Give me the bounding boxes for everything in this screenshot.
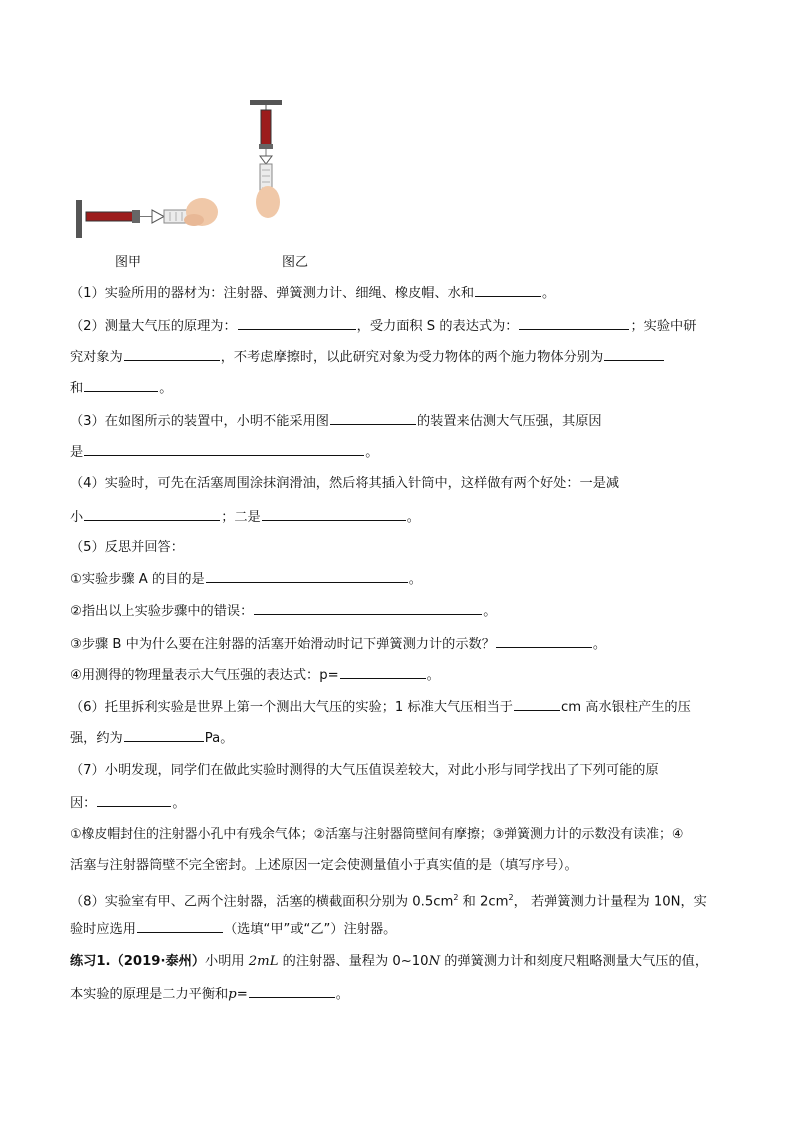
question-5-title: （5）反思并回答： xyxy=(70,540,184,555)
answer-blank[interactable] xyxy=(124,347,220,361)
answer-blank[interactable] xyxy=(137,919,223,933)
answer-blank[interactable] xyxy=(475,283,541,297)
question-4-line-1: （4）实验时，可先在活塞周围涂抹润滑油，然后将其插入针筒中，这样做有两个好处：一是减 xyxy=(70,476,620,491)
question-7-line-1: （7）小明发现，同学们在做此实验时测得的大气压值误差较大，对此小形与同学找出了下列可能的原 xyxy=(70,763,659,778)
figure-jia-caption: 图甲 xyxy=(115,255,142,270)
answer-blank[interactable] xyxy=(604,347,664,361)
answer-blank[interactable] xyxy=(514,697,560,711)
question-4-line-2: 小 ；二是 。 xyxy=(70,507,730,527)
answer-blank[interactable] xyxy=(84,507,220,521)
answer-blank[interactable] xyxy=(254,601,482,615)
question-5-sub-2: ②指出以上实验步骤中的错误： 。 xyxy=(70,601,730,621)
question-8-line-2: 验时应选用 （选填“甲”或“乙”）注射器。 xyxy=(70,919,730,939)
hand xyxy=(256,186,280,218)
answer-blank[interactable] xyxy=(238,316,356,330)
practice-1-line-2: 本实验的原理是二力平衡和p= 。 xyxy=(70,984,730,1004)
answer-blank[interactable] xyxy=(519,316,629,330)
answer-blank[interactable] xyxy=(340,665,426,679)
question-7-line-2: 因： 。 xyxy=(70,793,730,813)
figure-yi-illustration xyxy=(244,98,292,222)
question-7-line-3: ①橡皮帽封住的注射器小孔中有残余气体；②活塞与注射器筒壁间有摩擦；③弹簧测力计的示数没有读准；④ xyxy=(70,827,684,842)
answer-blank[interactable] xyxy=(84,442,364,456)
question-2-line-2: 究对象为 ，不考虑摩擦时，以此研究对象为受力物体的两个施力物体分别为 xyxy=(70,347,730,367)
answer-blank[interactable] xyxy=(249,984,335,998)
syringe-barrel xyxy=(86,212,138,221)
answer-blank[interactable] xyxy=(124,728,204,742)
answer-blank[interactable] xyxy=(206,569,408,583)
question-3-line-2: 是 。 xyxy=(70,442,730,462)
syringe-end xyxy=(132,210,140,223)
answer-blank[interactable] xyxy=(262,507,406,521)
figure-jia-illustration xyxy=(72,188,222,240)
question-1: （1）实验所用的器材为：注射器、弹簧测力计、细绳、橡皮帽、水和 。 xyxy=(70,283,730,303)
practice-label: 练习1.（2019·泰州） xyxy=(70,954,206,969)
answer-blank[interactable] xyxy=(496,634,592,648)
question-5-sub-4: ④用测得的物理量表示大气压强的表达式：p= 。 xyxy=(70,665,730,685)
ceiling xyxy=(250,100,282,105)
question-5-sub-1: ①实验步骤 A 的目的是 。 xyxy=(70,569,730,589)
syringe-barrel xyxy=(261,110,271,146)
question-7-line-4: 活塞与注射器筒壁不完全密封。上述原因一定会使测量值小于真实值的是（填写序号）。 xyxy=(70,858,578,873)
question-3-line-1: （3）在如图所示的装置中，小明不能采用图 的装置来估测大气压强，其原因 xyxy=(70,411,730,431)
hook xyxy=(152,210,164,223)
figure-yi-caption: 图乙 xyxy=(282,255,309,270)
wall xyxy=(76,200,82,238)
question-2-line-1: （2）测量大气压的原理为： ，受力面积 S 的表达式为： ；实验中研 xyxy=(70,316,730,336)
question-6-line-1: （6）托里拆利实验是世界上第一个测出大气压的实验；1 标准大气压相当于 cm 高水银柱产生的压 xyxy=(70,697,730,717)
practice-1-line-1: 练习1.（2019·泰州）小明用 2mL 的注射器、量程为 0~10N 的弹簧测力计和刻度尺粗略测量大气压的值， xyxy=(70,954,709,969)
hook xyxy=(260,156,272,164)
question-8-line-1: （8）实验室有甲、乙两个注射器，活塞的横截面积分别为 $0.5cm^2$ 和 $2cm^2$， 若弹簧测力计量程为 10N，实 xyxy=(70,893,707,910)
answer-blank[interactable] xyxy=(84,378,158,392)
question-2-line-3: 和 。 xyxy=(70,378,730,398)
answer-blank[interactable] xyxy=(97,793,171,807)
question-5-sub-3: ③步骤 B 中为什么要在注射器的活塞开始滑动时记下弹簧测力计的示数？ 。 xyxy=(70,634,730,654)
answer-blank[interactable] xyxy=(330,411,416,425)
question-6-line-2: 强，约为 Pa。 xyxy=(70,728,730,748)
